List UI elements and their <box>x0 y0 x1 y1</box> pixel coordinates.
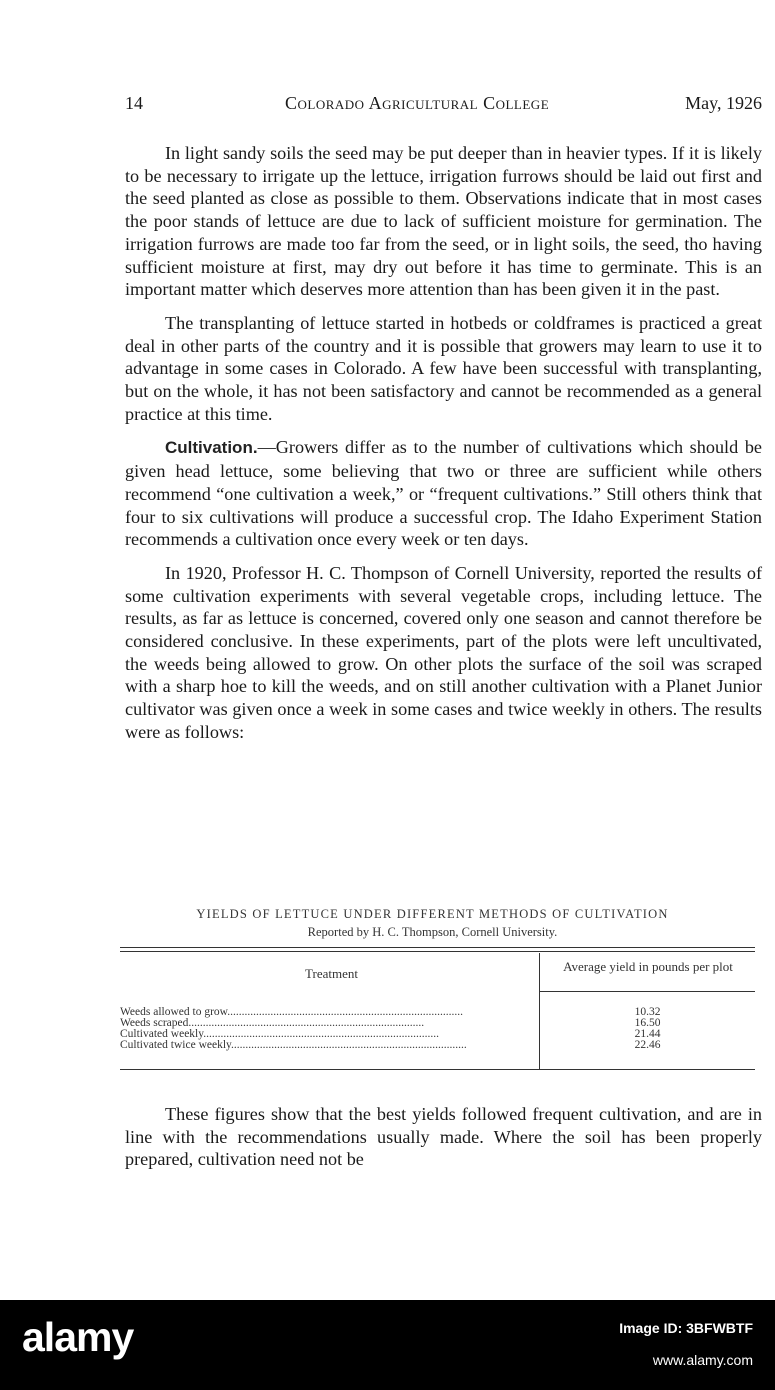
treatment-cell: Weeds scraped.................................................................................. <box>120 1018 425 1029</box>
closing-text <box>125 1103 762 1182</box>
treatment-cell: Weeds allowed to grow.................................................................................. <box>120 1007 463 1018</box>
table-subcaption: Reported by H. C. Thompson, Cornell University. <box>307 925 558 939</box>
header-date: May, 1926 <box>685 93 762 113</box>
column-header-treatment: Treatment <box>305 966 358 981</box>
table-caption: YIELDS OF LETTUCE UNDER DIFFERENT METHODS OF CULTIVATION <box>196 907 669 921</box>
paragraph-text: —Growers differ as to the number of cultivations which should be given head lettuce, some believing that two or three are sufficient while others recommend “one cultivation a week,” or “frequent cultivations.” Still others think that four to six cultivations will produce a successful crop. The Idaho Experiment Station recommends a cultivation once every week or ten days. <box>125 437 762 550</box>
header-rule <box>540 991 755 992</box>
yield-cell: 22.46 <box>634 1039 661 1051</box>
paragraph: The transplanting of lettuce started in hotbeds or coldframes is practiced a great deal in other parts of the country and it is possible that growers may learn to use it to advantage in some cases in Colorado. A few have been successful with transplanting, but on the whole, it has not been satisfactory and cannot be recommended as a general practice at this time. <box>125 312 762 424</box>
table-top-rule-inner <box>120 951 755 952</box>
running-header <box>125 93 762 121</box>
yield-cell: 21.44 <box>634 1028 661 1040</box>
yield-table <box>120 945 755 1075</box>
paragraph: In 1920, Professor H. C. Thompson of Cornell University, reported the results of some cultivation experiments with several vegetable crops, including lettuce. The results, as far as lettuce is concerned, covered only one season and cannot therefore be considered conclusive. In these experiments, part of the plots were left uncultivated, the weeds being allowed to grow. On other plots the surface of the soil was scraped with a sharp hoe to kill the weeds, and on still another cultivation with a Planet Junior cultivator was given once a week in some cases and twice weekly in others. The results were as follows: <box>125 562 762 742</box>
yield-cell: 16.50 <box>634 1017 661 1029</box>
page-number: 14 <box>125 93 143 113</box>
body-text <box>125 142 762 755</box>
paragraph: These figures show that the best yields followed frequent cultivation, and are in line with the recommendations usually made. Where the soil has been properly prepared, cultivation need not be <box>125 1104 762 1170</box>
section-heading: Cultivation. <box>165 438 258 458</box>
running-title: Colorado Agricultural College <box>285 93 550 113</box>
table-bottom-rule <box>120 1069 755 1070</box>
treatment-cell: Cultivated weekly.................................................................................. <box>120 1029 439 1040</box>
paragraph: In light sandy soils the seed may be put deeper than in heavier types. If it is likely to be necessary to irrigate up the lettuce, irrigation furrows should be laid out first and the seed planted as close as possible to them. Observations indicate that in most cases the poor stands of lettuce are due to lack of sufficient moisture for germination. The irrigation furrows are made too far from the seed, or in light soils, the seed, tho having sufficient moisture at first, may dry out before it has time to germinate. This is an important matter which deserves more attention than has been given it in the past. <box>125 143 762 300</box>
paragraph <box>125 436 762 551</box>
table-top-rule <box>120 947 755 948</box>
yield-cell: 10.32 <box>634 1006 661 1018</box>
column-header-yield: Average yield in pounds per plot <box>563 959 733 974</box>
watermark-url: www.alamy.com <box>652 1352 753 1368</box>
image-id-label: Image ID: 3BFWBTF <box>619 1320 753 1336</box>
table-row <box>120 1040 755 1051</box>
alamy-logo: alamy <box>22 1314 134 1360</box>
treatment-cell: Cultivated twice weekly.................................................................................. <box>120 1040 467 1051</box>
